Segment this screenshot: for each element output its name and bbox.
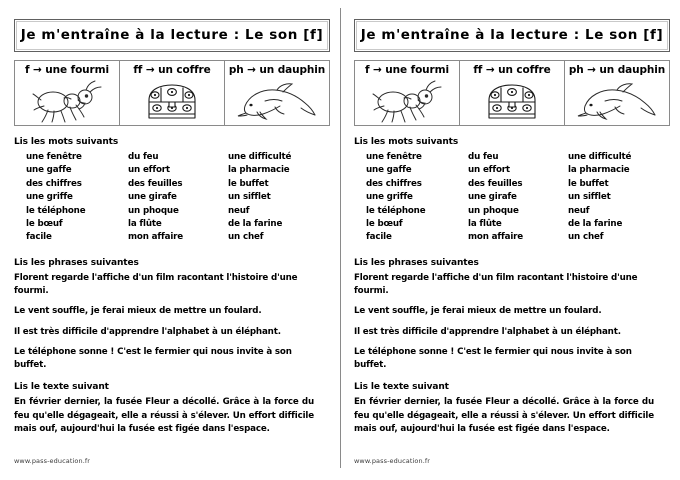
word-item: neuf — [228, 205, 250, 216]
title-box — [354, 19, 670, 52]
sentences-heading: Lis les phrases suivantes — [354, 258, 479, 268]
word-item: un effort — [468, 165, 510, 176]
word-item: mon affaire — [128, 232, 184, 243]
examples-table — [14, 60, 330, 126]
treasure-chest-icon — [460, 79, 564, 125]
text-heading: Lis le texte suivant — [354, 382, 449, 392]
word-item: des feuilles — [468, 178, 523, 189]
word-item: le bœuf — [26, 219, 63, 230]
example-label-f: f → une fourmi — [365, 64, 449, 76]
word-item: une difficulté — [568, 152, 632, 162]
word-item: une fenêtre — [26, 152, 82, 162]
word-item: facile — [26, 232, 52, 243]
words-heading: Lis les mots suivants — [354, 137, 459, 147]
word-item: un sifflet — [568, 192, 611, 203]
word-item: le téléphone — [366, 205, 426, 216]
example-cell-f — [15, 61, 120, 125]
words-heading: Lis les mots suivants — [14, 137, 119, 147]
word-item: une griffe — [26, 192, 73, 203]
word-column-1 — [26, 151, 85, 245]
title-box — [14, 19, 330, 52]
word-item: une fenêtre — [366, 152, 422, 162]
sentence-item: Le téléphone sonne ! C'est le fermier qui nous invite à son buffet. — [354, 347, 632, 370]
word-item: une griffe — [366, 192, 413, 203]
word-item: un sifflet — [228, 192, 271, 203]
word-item: le buffet — [568, 178, 609, 189]
word-item: neuf — [568, 205, 590, 216]
reading-text: En février dernier, la fusée Fleur a décollé. Grâce à la force du feu qu'elle dégageait, elle a réussi à s'élever. Un effort difficile mais ouf, aujourd'hui la fusée est figée dans l'espace. — [14, 397, 314, 434]
example-cell-f — [355, 61, 460, 125]
page-title: Je m'entraîne à la lecture : Le son [f] — [360, 27, 664, 43]
example-cell-ph — [225, 61, 329, 125]
word-item: la flûte — [468, 219, 502, 230]
word-item: une gaffe — [26, 165, 72, 176]
word-item: des feuilles — [128, 178, 183, 189]
word-list — [366, 151, 670, 247]
example-cell-ph — [565, 61, 669, 125]
example-label-ff: ff → un coffre — [133, 64, 211, 76]
word-item: le bœuf — [366, 219, 403, 230]
word-column-1 — [366, 151, 425, 245]
footer-url: www.pass-education.fr — [14, 456, 91, 465]
examples-table — [354, 60, 670, 126]
word-item: la flûte — [128, 219, 162, 230]
sentence-item: Le vent souffle, je ferai mieux de mettre un foulard. — [14, 306, 262, 316]
dolphin-icon — [565, 79, 669, 125]
example-label-f: f → une fourmi — [25, 64, 109, 76]
word-item: la pharmacie — [228, 165, 290, 176]
example-label-ff: ff → un coffre — [473, 64, 551, 76]
sentence-item: Florent regarde l'affiche d'un film racontant l'histoire d'une fourmi. — [354, 273, 638, 296]
ant-icon — [355, 79, 459, 125]
word-column-3 — [228, 151, 291, 245]
ant-icon — [15, 79, 119, 125]
word-item: le téléphone — [26, 205, 86, 216]
word-item: un chef — [228, 232, 264, 243]
word-item: la pharmacie — [568, 165, 630, 176]
dolphin-icon — [225, 79, 329, 125]
word-item: une difficulté — [228, 152, 292, 162]
word-list — [26, 151, 330, 247]
page-title: Je m'entraîne à la lecture : Le son [f] — [20, 27, 324, 43]
sentence-item: Il est très difficile d'apprendre l'alphabet à un éléphant. — [14, 326, 281, 337]
word-column-3 — [568, 151, 631, 245]
word-item: mon affaire — [468, 232, 524, 243]
word-item: du feu — [128, 152, 159, 162]
word-item: une gaffe — [366, 165, 412, 176]
word-item: des chiffres — [26, 178, 82, 189]
word-column-2 — [468, 151, 523, 245]
treasure-chest-icon — [120, 79, 224, 125]
word-column-2 — [128, 151, 183, 245]
sentence-item: Il est très difficile d'apprendre l'alphabet à un éléphant. — [354, 326, 621, 337]
word-item: un phoque — [128, 205, 179, 216]
word-item: facile — [366, 232, 392, 243]
sentence-item: Le téléphone sonne ! C'est le fermier qui nous invite à son buffet. — [14, 347, 292, 370]
example-cell-ff — [460, 61, 565, 125]
worksheet-copy-right — [340, 0, 680, 480]
word-item: une girafe — [468, 192, 517, 203]
word-item: un phoque — [468, 205, 519, 216]
example-label-ph: ph → un dauphin — [228, 64, 326, 76]
reading-text: En février dernier, la fusée Fleur a décollé. Grâce à la force du feu qu'elle dégageait, elle a réussi à s'élever. Un effort difficile mais ouf, aujourd'hui la fusée est figée dans l'espace. — [354, 397, 654, 434]
example-label-ph: ph → un dauphin — [568, 64, 666, 76]
word-item: du feu — [468, 152, 499, 162]
text-heading: Lis le texte suivant — [14, 382, 109, 392]
word-item: un chef — [568, 232, 604, 243]
word-item: de la farine — [568, 219, 623, 230]
sentences-heading: Lis les phrases suivantes — [14, 258, 139, 268]
word-item: le buffet — [228, 178, 269, 189]
footer-url: www.pass-education.fr — [354, 456, 431, 465]
word-item: des chiffres — [366, 178, 422, 189]
word-item: de la farine — [228, 219, 283, 230]
sentence-item: Florent regarde l'affiche d'un film racontant l'histoire d'une fourmi. — [14, 273, 298, 296]
example-cell-ff — [120, 61, 225, 125]
word-item: un effort — [128, 165, 170, 176]
word-item: une girafe — [128, 192, 177, 203]
sentence-item: Le vent souffle, je ferai mieux de mettre un foulard. — [354, 306, 602, 316]
